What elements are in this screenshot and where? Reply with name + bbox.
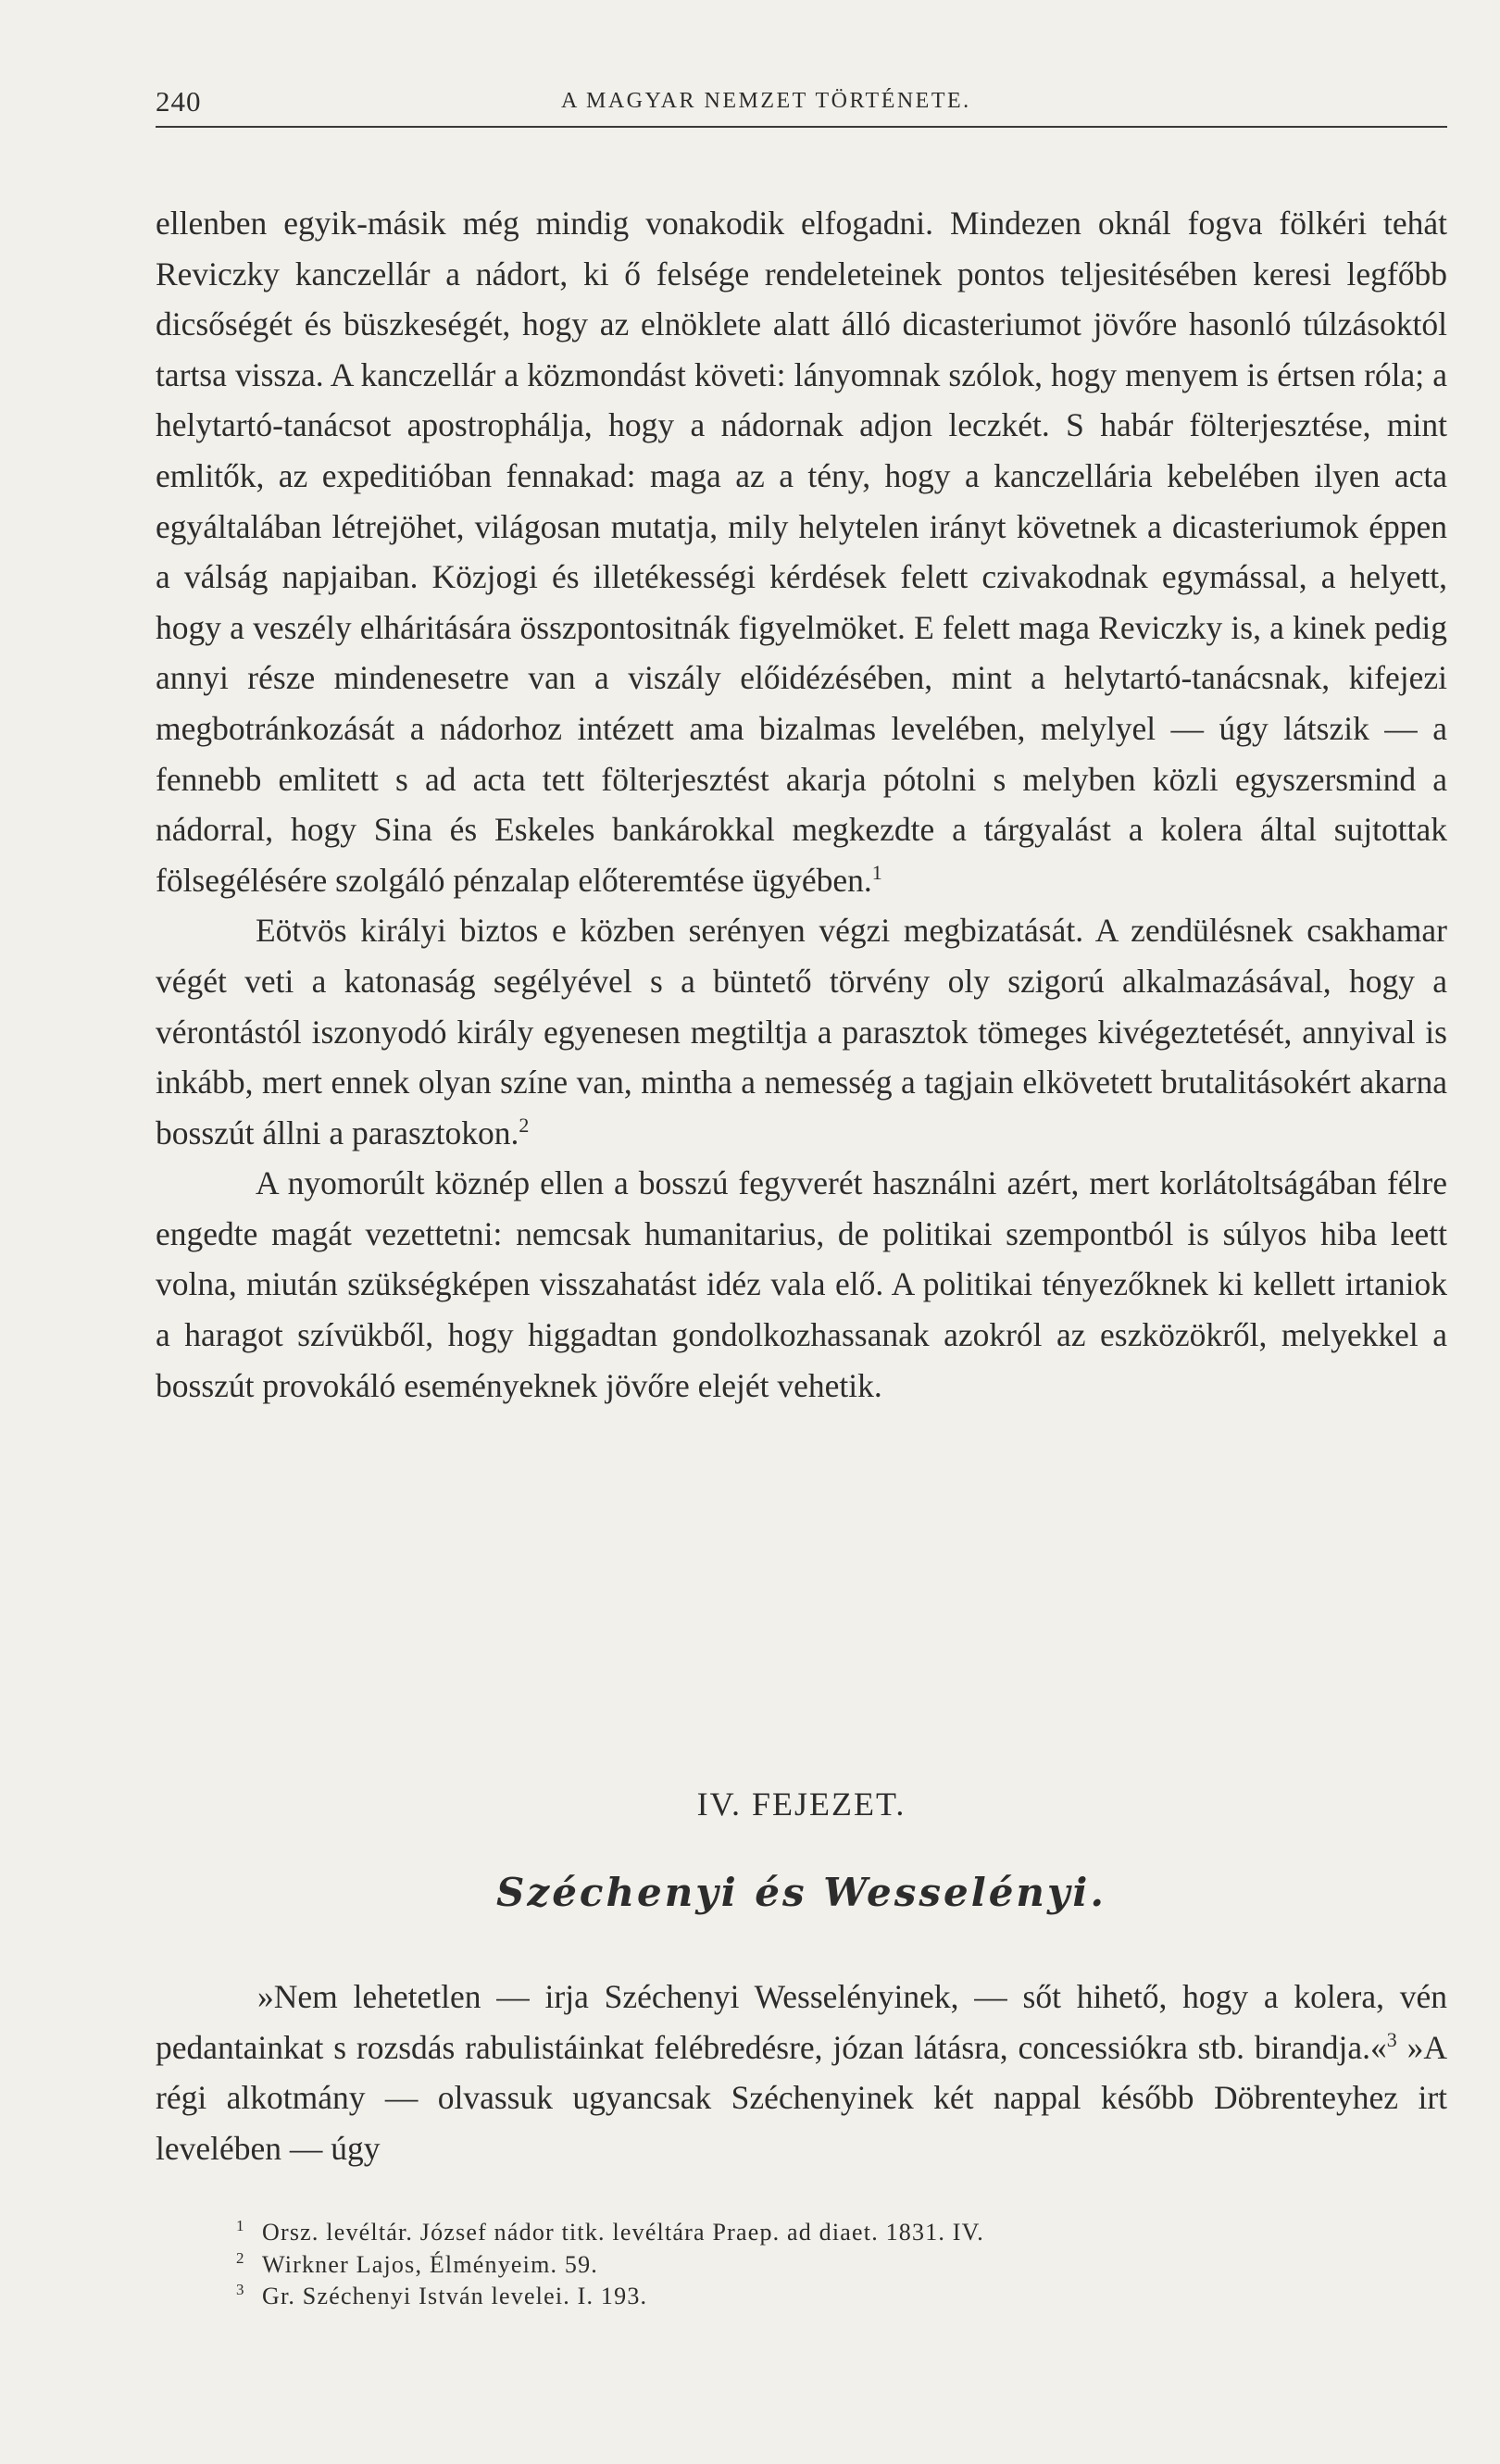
paragraph-text: ellenben egyik-másik még mindig vonakodik elfogadni. Mindezen oknál fogva fölkéri tehát Reviczky kanczellár a nádort, ki ő felsége rendeleteinek pontos teljesitésében keresi legfőbb dicsőségét és büszkeségét, hogy az elnöklete alatt álló dicasteriumot jövőre hasonló túlzásoktól tartsa vissza. A kanczellár a közmondást követi: lányomnak szólok, hogy menyem is értsen róla; a helytartó-tanácsot apostrophálja, hogy a nádornak adjon leczkét. S habár fölterjesztése, mint emlitők, az expeditióban fennakad: maga az a tény, hogy a kanczellária kebelében ilyen acta egyáltalában létrejöhet, világosan mutatja, mily helytelen irányt követnek a dicasteriumok éppen a válság napjaiban. Közjogi és illetékességi kérdések felett czivakodnak egymással, a helyett, hogy a veszély elháritására összpontositnák figyelmöket. E felett maga Reviczky is, a kinek pedig annyi része mindenesetre van a viszály előidézésében, mint a helytartó-tanácsnak, kifejezi megbotránkozását a nádorhoz intézett ama bizalmas levelében, melylyel — úgy látszik — a fennebb emlitett s ad acta tett fölterjesztést akarja pótolni s melyben közli egyszersmind a nádorral, hogy Sina és Eskeles bankárokkal megkezdte a tárgyalást a kolera által sujtottak fölsegélésére szolgáló pénzalap előteremtése ügyében. bbox=[156, 205, 1447, 899]
footnote-reference: 2 bbox=[519, 1113, 530, 1137]
chapter-label: IV. FEJEZET. bbox=[696, 1786, 906, 1823]
paragraph bbox=[156, 905, 1447, 1158]
footnote: 3 Gr. Széchenyi István levelei. I. 193. bbox=[236, 2281, 648, 2309]
paragraph-text: A nyomorúlt köznép ellen a bosszú fegyverét használni azért, mert korlátoltságában félre engedte magát vezettetni: nemcsak humanitarius, de politikai szempontból is súlyos hiba leett volna, miután szükségképen visszahatást idéz vala elő. A politikai tényezőknek ki kellett irtaniok a haragot szívükből, hogy higgadtan gondolkozhassanak azokról az eszközökről, melyekkel a bosszút provokáló eseményeknek jövőre elejét vehetik. bbox=[156, 1164, 1447, 1404]
footnote-reference: 3 bbox=[1386, 2027, 1397, 2051]
chapter-title: Széchenyi és Wesselényi. bbox=[496, 1870, 1106, 1915]
main-text bbox=[156, 198, 1447, 1411]
footnote-text: Gr. Széchenyi István levelei. I. 193. bbox=[262, 2283, 648, 2309]
footnote: 1 Orsz. levéltár. József nádor titk. levéltára Praep. ad diaet. 1831. IV. bbox=[236, 2217, 984, 2246]
chapter-text bbox=[156, 1972, 1447, 2173]
footnote-reference: 1 bbox=[871, 860, 882, 884]
paragraph-text: Eötvös királyi biztos e közben serényen végzi megbizatását. A zendülésnek csakhamar végét veti a katonaság segélyével s a büntető törvény oly szigorú alkalmazásával, hogy a vérontástól iszonyodó király egyenesen megtiltja a parasztok tömeges kivégeztetését, annyival is inkább, mert ennek olyan színe van, mintha a nemesség a tagjain elkövetett brutalitásokért akarna bosszút állni a parasztokon. bbox=[156, 912, 1447, 1151]
paragraph bbox=[156, 198, 1447, 905]
footnotes bbox=[236, 2217, 1440, 2313]
paragraph-text: »A régi alkotmány — olvassuk ugyancsak Széchenyinek két nappal később Döbrenteyhez irt levelében — úgy bbox=[156, 2028, 1447, 2167]
page-number: 240 bbox=[156, 85, 202, 118]
chapter-heading bbox=[156, 1785, 1447, 1915]
footnote: 2 Wirkner Lajos, Élményeim. 59. bbox=[236, 2248, 598, 2278]
paragraph-text: »Nem lehetetlen — irja Széchenyi Wesselényinek, — sőt hihető, hogy a kolera, vén pedantainkat s rozsdás rabulistáinkat felébredésre, józan látásra, concessiókra stb. birandja.« bbox=[156, 1978, 1447, 2066]
paragraph bbox=[156, 1972, 1447, 2173]
page-header bbox=[156, 85, 1447, 128]
footnote-text: Wirkner Lajos, Élményeim. 59. bbox=[262, 2250, 598, 2278]
paragraph bbox=[156, 1158, 1447, 1411]
footnote-text: Orsz. levéltár. József nádor titk. levéltára Praep. ad diaet. 1831. IV. bbox=[262, 2219, 984, 2246]
running-title: A MAGYAR NEMZET TÖRTÉNETE. bbox=[561, 89, 971, 113]
